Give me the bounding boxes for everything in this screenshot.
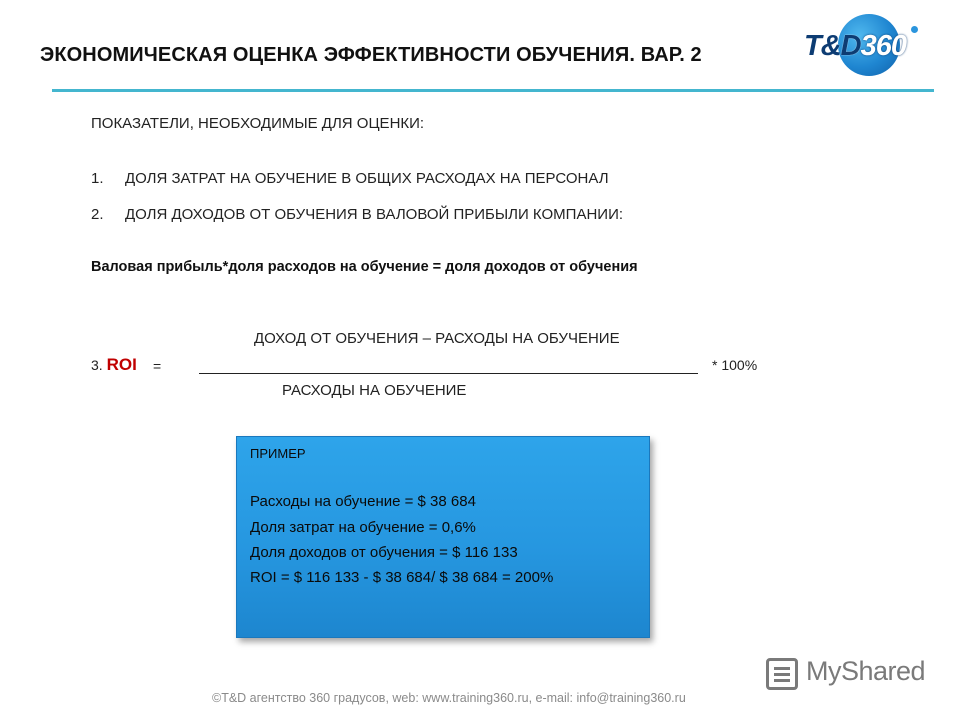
- title-divider: [52, 89, 934, 92]
- logo-prefix: T&D: [804, 30, 861, 62]
- example-line: Доля затрат на обучение = 0,6%: [250, 519, 476, 536]
- indicators-heading: ПОКАЗАТЕЛИ, НЕОБХОДИМЫЕ ДЛЯ ОЦЕНКИ:: [91, 115, 425, 132]
- roi-multiplier: * 100%: [712, 357, 758, 373]
- example-box: [236, 436, 650, 638]
- logo-text: [804, 30, 906, 63]
- roi-label: ROI: [106, 355, 137, 374]
- logo-number: 360: [860, 30, 906, 62]
- slide-title: ЭКОНОМИЧЕСКАЯ ОЦЕНКА ЭФФЕКТИВНОСТИ ОБУЧЕНИЯ. ВАР. 2: [40, 44, 702, 66]
- roi-numerator: ДОХОД ОТ ОБУЧЕНИЯ – РАСХОДЫ НА ОБУЧЕНИЕ: [254, 330, 620, 347]
- fraction-line: [199, 373, 698, 374]
- watermark-text: MyShared: [806, 656, 926, 686]
- example-line: Доля доходов от обучения = $ 116 133: [250, 544, 518, 561]
- presentation-icon: [766, 658, 798, 690]
- gross-profit-formula: Валовая прибыль*доля расходов на обучение = доля доходов от обучения: [91, 259, 638, 275]
- example-line: ROI = $ 116 133 - $ 38 684/ $ 38 684 = 200%: [250, 569, 554, 586]
- list-item-number: 2.: [91, 206, 104, 223]
- list-item-text: ДОЛЯ ДОХОДОВ ОТ ОБУЧЕНИЯ В ВАЛОВОЙ ПРИБЫЛИ КОМПАНИИ:: [125, 206, 624, 223]
- footer-copyright: ©T&D агентство 360 градусов, web: www.training360.ru, e-mail: info@training360.ru: [212, 691, 686, 705]
- list-item: [91, 170, 609, 187]
- td360-logo: [802, 14, 924, 76]
- logo-dot-icon: [911, 26, 918, 33]
- roi-denominator: РАСХОДЫ НА ОБУЧЕНИЕ: [282, 382, 467, 399]
- roi-formula-label: [91, 355, 137, 375]
- formula-number: 3.: [91, 357, 103, 373]
- list-item-text: ДОЛЯ ЗАТРАТ НА ОБУЧЕНИЕ В ОБЩИХ РАСХОДАХ НА ПЕРСОНАЛ: [125, 170, 609, 187]
- list-item: [91, 206, 623, 223]
- roi-equals: =: [153, 358, 162, 374]
- list-item-number: 1.: [91, 170, 104, 187]
- example-line: Расходы на обучение = $ 38 684: [250, 493, 476, 510]
- myshared-watermark: [766, 654, 936, 694]
- example-title: ПРИМЕР: [250, 446, 306, 461]
